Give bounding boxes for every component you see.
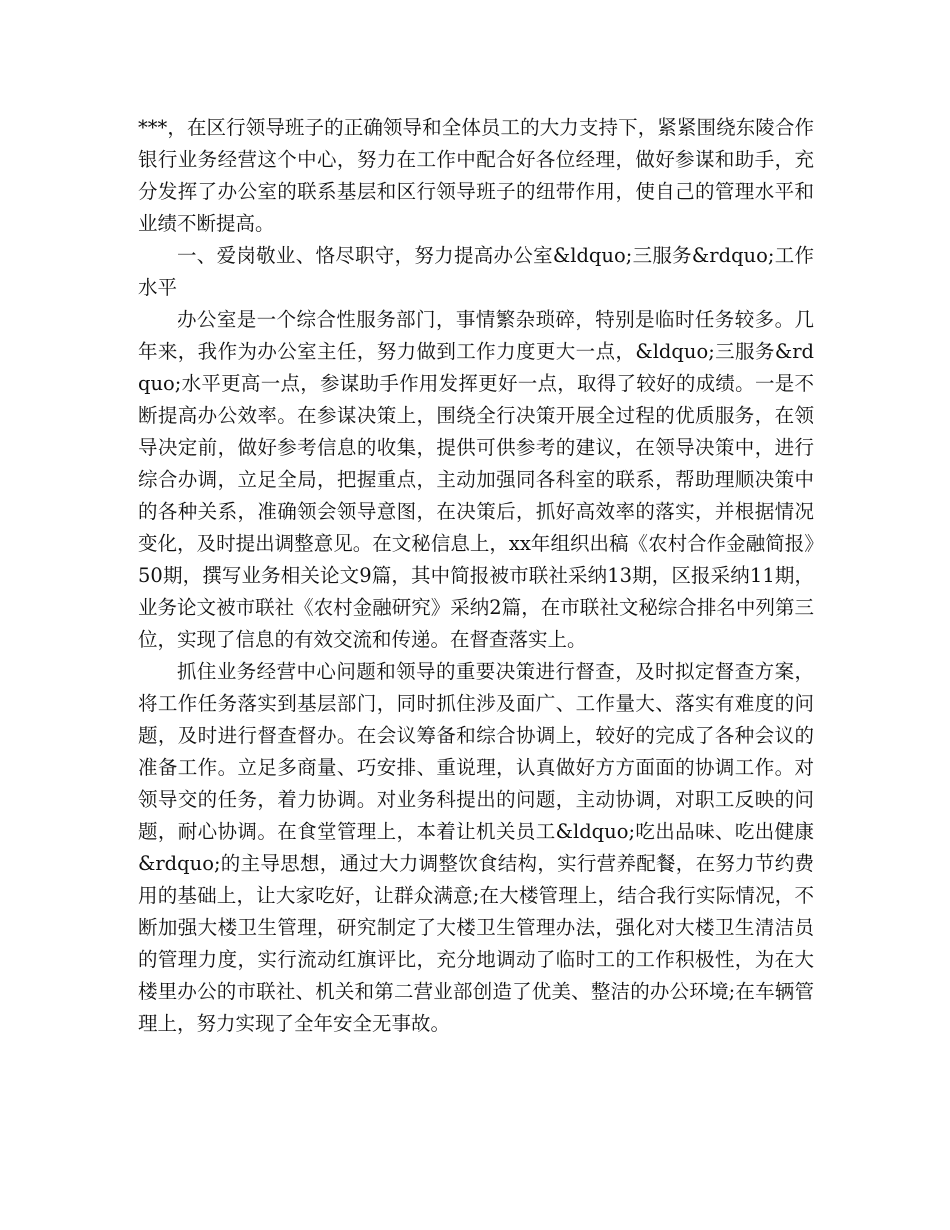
- paragraph-office-work: 办公室是一个综合性服务部门，事情繁杂琐碎，特别是临时任务较多。几年来，我作为办公室主任，努力做到工作力度更大一点，&ldquo;三服务&rdquo;水平更高一点，参谋助手作用发挥更好一点，取得了较好的成绩。一是不断提高办公效率。在参谋决策上，围绕全行决策开展全过程的优质服务，在领导决定前，做好参考信息的收集，提供可供参考的建议，在领导决策中，进行综合办调，立足全局，把握重点，主动加强同各科室的联系，帮助理顺决策中的各种关系，准确领会领导意图，在决策后，抓好高效率的落实，并根据情况变化，及时提出调整意见。在文秘信息上，xx年组织出稿《农村合作金融简报》50期，撰写业务相关论文9篇，其中简报被市联社采纳13期，区报采纳11期，业务论文被市联社《农村金融研究》采纳2篇，在市联社文秘综合排名中列第三位，实现了信息的有效交流和传递。在督查落实上。: [138, 308, 814, 651]
- section-heading: 一、爱岗敬业、恪尽职守，努力提高办公室&ldquo;三服务&rdquo;工作水平: [138, 244, 814, 299]
- paragraph-intro: ***，在区行领导班子的正确领导和全体员工的大力支持下，紧紧围绕东陵合作银行业务经营这个中心，努力在工作中配合好各位经理，做好参谋和助手，充分发挥了办公室的联系基层和区行领导班子的纽带作用，使自己的管理水平和业绩不断提高。: [138, 116, 814, 235]
- paragraph-supervision: 抓住业务经营中心问题和领导的重要决策进行督查，及时拟定督查方案，将工作任务落实到基层部门，同时抓住涉及面广、工作量大、落实有难度的问题，及时进行督查督办。在会议筹备和综合协调上，较好的完成了各种会议的准备工作。立足多商量、巧安排、重说理，认真做好方方面面的协调工作。对领导交的任务，着力协调。对业务科提出的问题，主动协调，对职工反映的问题，耐心协调。在食堂管理上，本着让机关员工&ldquo;吃出品味、吃出健康&rdquo;的主导思想，通过大力调整饮食结构，实行营养配餐，在努力节约费用的基础上，让大家吃好，让群众满意;在大楼管理上，结合我行实际情况，不断加强大楼卫生管理，研究制定了大楼卫生管理办法，强化对大楼卫生清洁员的管理力度，实行流动红旗评比，充分地调动了临时工的工作积极性，为在大楼里办公的市联社、机关和第二营业部创造了优美、整洁的办公环境;在车辆管理上，努力实现了全年安全无事故。: [138, 660, 814, 1035]
- document-body: [138, 112, 814, 1040]
